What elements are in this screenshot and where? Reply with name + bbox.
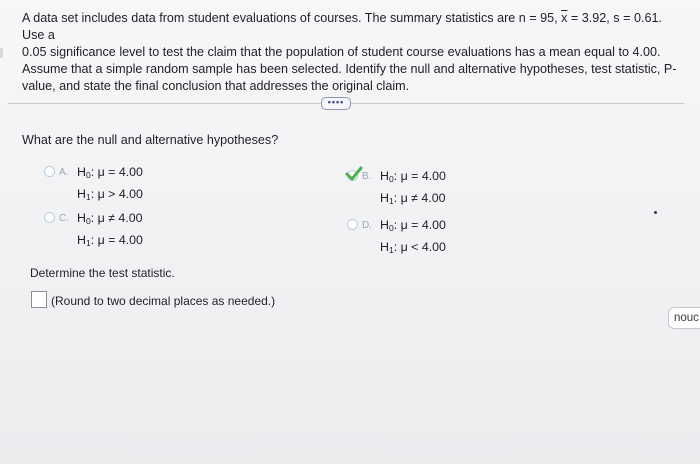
radio-a[interactable] xyxy=(44,166,55,177)
choice-d-letter: D. xyxy=(362,220,372,231)
choice-d-h1: $H_1$: μ < 4.00 xyxy=(380,240,446,255)
hypotheses-prompt: What are the null and alternative hypotheses? xyxy=(22,133,279,147)
choice-c-h0: $H_0$: μ ≠ 4.00 xyxy=(77,211,143,226)
left-edge-mark xyxy=(0,48,3,58)
choice-a-letter: A. xyxy=(59,167,69,178)
choice-b[interactable] xyxy=(347,167,467,207)
choice-b-hypotheses xyxy=(380,167,446,211)
more-button[interactable]: •••• xyxy=(321,97,351,110)
choice-a-h0: $H_0$: μ = 4.00 xyxy=(77,165,143,180)
rounding-note: (Round to two decimal places as needed.) xyxy=(51,294,276,308)
choice-a[interactable] xyxy=(44,163,164,203)
x-bar-symbol: $\overline{x}$ xyxy=(561,11,568,25)
choice-d-h0: $H_0$: μ = 4.00 xyxy=(380,218,446,233)
choice-b-h0: $H_0$: μ = 4.00 xyxy=(380,169,446,184)
choice-d-hypotheses xyxy=(380,216,446,260)
question-line-2: 0.05 significance level to test the claim that the population of student course evaluations has a mean equal to 4.00. xyxy=(22,45,661,59)
choice-c[interactable] xyxy=(44,209,164,249)
radio-d[interactable] xyxy=(347,219,358,230)
choice-c-hypotheses xyxy=(77,209,143,253)
question-line-4: value, and state the final conclusion that addresses the original claim. xyxy=(22,79,410,93)
side-tab[interactable]: nouc xyxy=(668,307,700,329)
stray-dot xyxy=(654,211,657,214)
checkmark-icon xyxy=(345,166,363,182)
test-statistic-input[interactable] xyxy=(31,291,47,308)
choice-b-letter: B. xyxy=(362,171,372,182)
choice-c-letter: C. xyxy=(59,213,69,224)
choice-a-h1: $H_1$: μ > 4.00 xyxy=(77,187,143,202)
question-line-3: Assume that a simple random sample has been selected. Identify the null and alternative hypotheses, test statistic, P- xyxy=(22,62,677,76)
test-statistic-prompt: Determine the test statistic. xyxy=(30,266,175,280)
choice-c-h1: $H_1$: μ = 4.00 xyxy=(77,233,143,248)
choice-d[interactable] xyxy=(347,216,467,256)
radio-c[interactable] xyxy=(44,212,55,223)
choice-b-h1: $H_1$: μ ≠ 4.00 xyxy=(380,191,446,206)
question-line-1: A data set includes data from student evaluations of courses. The summary statistics are n = 95, $\overline{x} = 3.92$, s = 0.61. Use a xyxy=(22,11,662,42)
question-text xyxy=(22,10,682,95)
choice-a-hypotheses xyxy=(77,163,143,207)
